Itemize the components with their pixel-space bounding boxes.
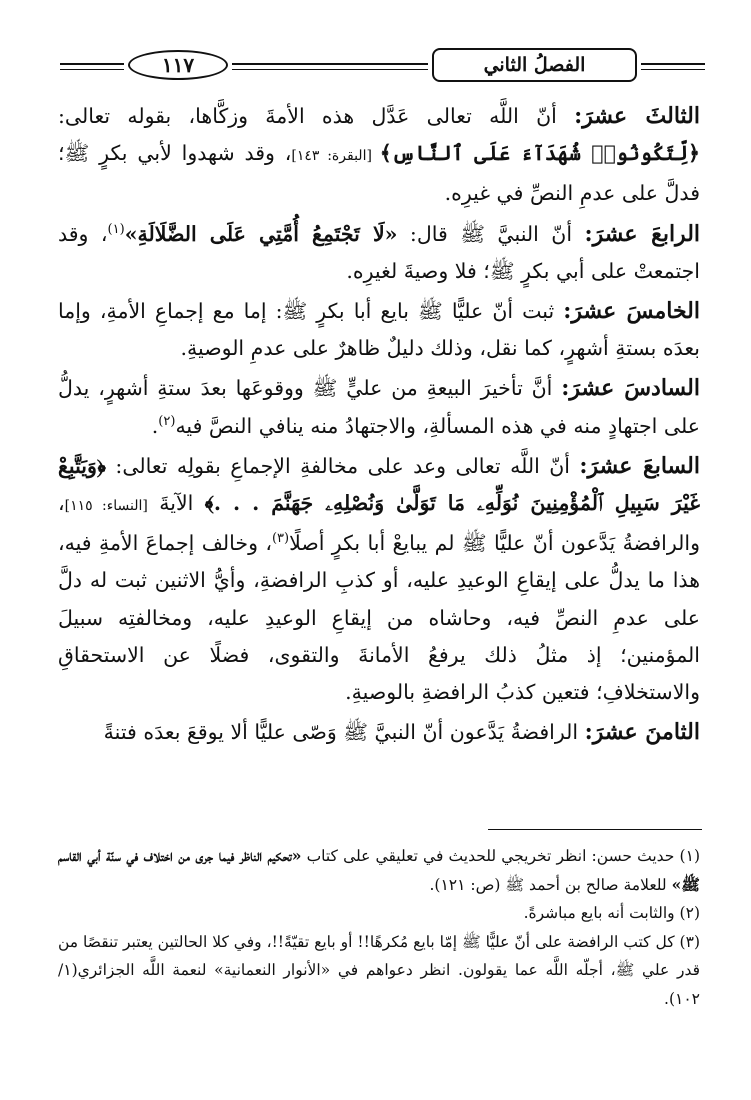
footnotes (58, 842, 700, 1013)
paragraph-lead: الرابعَ عشرَ: (584, 220, 701, 247)
paragraph-18 (58, 714, 700, 751)
paragraph-lead: السابعَ عشرَ: (579, 452, 700, 479)
paragraph-16 (58, 370, 700, 444)
footnote-2 (58, 899, 700, 928)
paragraph-text: ، وخالف إجماعَ الأمةِ فيه، هذا ما يدلُّ على إيقاعِ الوعيدِ عليه، أو كذبِ الرافضةِ، وأيُّ الاثنين ثبت له دلَّ على عدمِ النصِّ فيه، وحاشاه من إيقاعِ الوعيدِ عليه، ومخالفتِه سبيلَ المؤمنين؛ إذ مثلُ ذلك يرفعُ الأمانةَ والتقوى، فضلًا عن الاستحقاقِ والاستخلافِ؛ فتعين كذبُ الرافضةِ بالوصيةِ. (58, 531, 700, 705)
paragraph-17 (58, 448, 700, 711)
header-rule-mid-top (232, 63, 428, 65)
verse-reference: [النساء: ١١٥] (64, 498, 148, 515)
paragraph-lead: الثالثَ عشرَ: (574, 103, 700, 129)
quran-quote: ﴿لِّتَكُونُوا۟ شُهَدَآءَ عَلَى ٱلنَّاسِ﴾ (379, 141, 700, 166)
footnote-marker: (١) (107, 221, 125, 237)
paragraph-lead: الثامنَ عشرَ: (584, 719, 700, 746)
footnote-3 (58, 928, 700, 1014)
paragraph-text: أنّ اللَّه تعالى وعد على مخالفةِ الإجماعِ بقولِه تعالى: (105, 453, 580, 478)
header-rule-right-bottom (641, 69, 705, 70)
verse-reference: [البقرة: ١٤٣] (291, 148, 380, 165)
paragraph-text: الرافضةُ يَدَّعون أنّ النبيَّ ﷺ وَصّى عليًّا ألا يوقعَ بعدَه فتنةً (103, 720, 585, 745)
footnote-text: للعلامة صالح بن أحمد ﷺ (ص: ١٢١). (429, 875, 672, 894)
paragraph-text: ، وقد اجتمعتْ على أبي بكرٍ ﷺ؛ فلا وصيةَ لغيرِه. (58, 221, 700, 283)
footnote-1 (58, 842, 700, 899)
paragraph-text: ثبت أنّ عليًّا ﷺ بايع أبا بكرٍ ﷺ: إما مع إجماعِ الأمةِ، وإما بعدَه بستةِ أشهرٍ، كما نقل، وذلك دليلٌ ظاهرٌ على عدمِ الوصيةِ. (58, 299, 700, 361)
paragraph-text: ، والرافضةُ يَدَّعون أنّ عليًّا ﷺ لم يبايعْ أبا بكرٍ أصلًا (58, 491, 700, 556)
paragraph-text: أنَّ تأخيرَ البيعةِ من عليٍّ ﷺ ووقوعَها بعدَ ستةِ أشهرٍ، يدلُّ على اجتهادٍ منه في هذه المسألةِ، والاجتهادُ منه ينافي النصَّ فيه (58, 376, 700, 438)
header-rule-left-bottom (60, 69, 124, 70)
footnote-marker: (٢) (158, 413, 176, 429)
paragraph-13 (58, 98, 700, 213)
quran-quote: ﴿وَيَتَّبِعْ غَيْرَ سَبِيلِ ٱلْمُؤْمِنِينَ نُوَلِّهِۦ مَا تَوَلَّىٰ وَنُصْلِهِۦ جَهَنَّمَ . . .﴾ (58, 453, 700, 516)
paragraph-text: ، وقد شهدوا لأبي بكرٍ ﷺ؛ فدلَّ على عدمِ النصِّ في غيرِه. (58, 141, 700, 206)
footnote-marker: (٣) (271, 531, 290, 547)
footnote-text: حديث حسن: انظر تخريجي للحديث في تعليقي على كتاب (301, 847, 680, 865)
footnote-number: (٣) (679, 932, 700, 951)
page-number: ١١٧ (128, 50, 228, 80)
hadith-quote: «لَا تَجْتَمِعُ أُمَّتِي عَلَى الضَّلَالَةِ» (124, 221, 398, 246)
paragraph-lead: السادسَ عشرَ: (561, 375, 700, 402)
main-text (58, 98, 700, 754)
footnote-text: والثابت أنه بايع مباشرةً. (523, 904, 680, 922)
footnote-text: كل كتب الرافضة على أنّ عليًّا ﷺ إمّا بايع مُكرهًا!! أو بايع تقيّةً!!، وفي كلا الحالتين يعتبر تنقصًا من قدر علي ﷺ، أجلّه اللَّه عما يقولون. انظر دعواهم في «الأنوار النعمانية» لنعمة اللَّه الجزائري(١/ ١٠٢). (58, 932, 700, 1008)
paragraph-15 (58, 293, 700, 367)
page-header (60, 44, 705, 88)
footnote-book-title: «تحكيم الناظر فيما جرى من اختلاف في سنّة أبي القاسم ﷺ» (58, 846, 700, 894)
footnote-separator (488, 829, 702, 830)
header-rule-right-top (641, 63, 705, 65)
paragraph-14 (58, 216, 700, 290)
paragraph-lead: الخامسَ عشرَ: (563, 298, 700, 325)
paragraph-text: . (151, 413, 159, 438)
paragraph-text: أنّ النبيَّ ﷺ قال: (397, 221, 585, 246)
header-rule-mid-bottom (232, 69, 428, 70)
paragraph-text: أنّ اللَّه تعالى عَدَّل هذه الأمةَ وزكَّاها، بقوله تعالى: (58, 104, 575, 128)
footnote-number: (١) (679, 847, 700, 865)
footnote-number: (٢) (679, 904, 700, 922)
chapter-title: الفصلُ الثاني (432, 48, 637, 82)
header-rule-left-top (60, 63, 124, 65)
paragraph-text: الآيةَ (147, 491, 205, 516)
